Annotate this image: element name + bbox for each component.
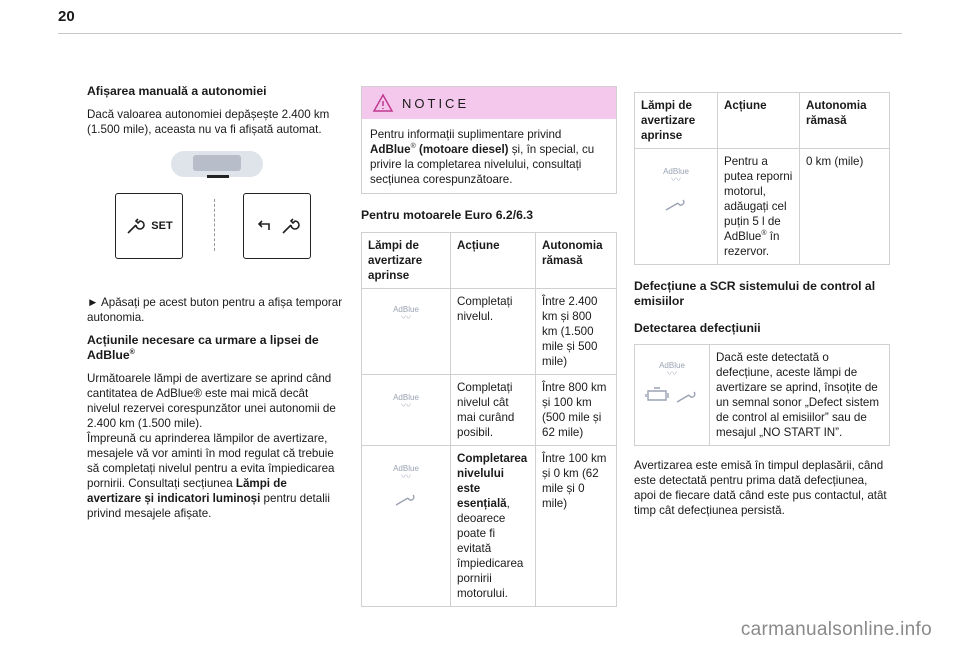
notice-box — [361, 86, 617, 194]
set-label: SET — [151, 219, 173, 232]
table-header-row — [362, 233, 617, 289]
watermark: carmanualsonline.info — [740, 619, 932, 640]
lamp-cell: AdBlue 〰 — [635, 345, 710, 446]
euro-table — [361, 232, 617, 607]
table-row — [362, 375, 617, 446]
col-range: Autonomia rămasă — [536, 233, 617, 289]
set-button[interactable] — [115, 193, 183, 259]
action-cell: Completați nivelul cât mai curând posibil. — [451, 375, 536, 446]
col-range: Autonomia rămasă — [800, 93, 890, 149]
table-row — [362, 446, 617, 607]
action-cell: Completarea nivelului este esențială, deoarece poate fi evitată împiedicarea pornirii motorului. — [451, 446, 536, 607]
adblue-flashing-icon: AdBlue — [663, 167, 689, 176]
wrench-icon — [663, 197, 689, 213]
left-column — [87, 84, 343, 529]
para-warning-lamps: Următoarele lămpi de avertizare se aprind când cantitatea de AdBlue® este mai mică decât nivelul rezervei corespunzător unei autonomii de 2.400 km (1.500 mile). — [87, 372, 336, 430]
heading-manual-range: Afișarea manuală a autonomiei — [87, 84, 267, 98]
col-lamps: Lămpi de avertizare aprinse — [362, 233, 451, 289]
adblue-icon: AdBlue — [393, 305, 419, 314]
wrench-icon — [393, 492, 419, 508]
page-number: 20 — [58, 8, 75, 25]
start-table — [634, 92, 890, 265]
wrench-icon — [280, 216, 300, 236]
middle-column — [361, 86, 617, 607]
table-row — [362, 289, 617, 375]
warning-triangle-icon — [372, 93, 394, 113]
separator-dashes — [214, 199, 215, 251]
range-cell: Între 800 km și 100 km (500 mile și 62 mile) — [536, 375, 617, 446]
col-lamps: Lămpi de avertizare aprinse — [635, 93, 718, 149]
lamp-cell: AdBlue 〰 — [635, 149, 718, 265]
control-illustration — [87, 145, 343, 283]
notice-text: Pentru informații suplimentare privind AdBlue® (motoare diesel) și, în special, cu privire la completarea nivelului, consultați secțiunea corespunzătoare. — [370, 128, 595, 186]
wrench-icon — [674, 389, 700, 405]
adblue-flashing-icon: AdBlue — [393, 393, 419, 402]
notice-title: NOTICE — [402, 95, 470, 111]
action-cell: Pentru a putea reporni motorul, adăugați cel puțin 5 l de AdBlue® în rezervor. — [718, 149, 800, 265]
right-column — [634, 92, 890, 526]
range-cell: Între 2.400 km și 800 km (1.500 mile și 500 mile) — [536, 289, 617, 375]
dashboard-display-icon — [167, 145, 267, 185]
heading-adblue-actions: Acțiunile necesare ca urmare a lipsei de AdBlue® — [87, 333, 319, 362]
final-paragraph: Avertizarea este emisă în timpul deplasării, când este detectată pentru prima dată defecțiunea, apoi de fiecare dată când este pus contactul, atât timp cât defecțiunea persistă. — [634, 459, 887, 517]
adblue-flashing-icon: AdBlue — [393, 464, 419, 473]
lamp-cell: AdBlue 〰 — [362, 289, 451, 375]
instruction-press-button: ► Apăsați pe acest buton pentru a afișa temporar autonomia. — [87, 296, 343, 324]
heading-euro: Pentru motoarele Euro 6.2/6.3 — [361, 208, 534, 222]
heading-scr-fault: Defecțiune a SCR sistemului de control al emisiilor — [634, 279, 876, 308]
para-range-auto: Dacă valoarea autonomiei depășește 2.400 km (1.500 mile), aceasta nu va fi afișată automat. — [87, 108, 330, 136]
engine-icon — [644, 385, 672, 405]
adblue-icon: AdBlue — [659, 361, 685, 370]
col-action: Acțiune — [451, 233, 536, 289]
range-cell: Între 100 km și 0 km (62 mile și 0 mile) — [536, 446, 617, 607]
return-arrow-icon — [254, 216, 274, 236]
lamp-cell: AdBlue 〰 — [362, 446, 451, 607]
table-header-row — [635, 93, 890, 149]
lamp-cell: AdBlue 〰 — [362, 375, 451, 446]
wrench-icon — [125, 216, 145, 236]
range-cell: 0 km (mile) — [800, 149, 890, 265]
notice-header — [362, 87, 616, 119]
table-row — [635, 149, 890, 265]
col-action: Acțiune — [718, 93, 800, 149]
para-reminder: Împreună cu aprinderea lămpilor de avertizare, mesajele vă vor aminti în mod regulat că trebuie să completați nivelul pentru a evita împiedicarea pornirii. Consultați secțiunea Lămpi de avertizare și indicatori luminoși pentru detalii privind mesajele afișate. — [87, 432, 335, 520]
back-button[interactable] — [243, 193, 311, 259]
top-rule — [58, 33, 902, 34]
action-cell: Completați nivelul. — [451, 289, 536, 375]
detect-table — [634, 344, 890, 446]
heading-fault-detection: Detectarea defecțiunii — [634, 321, 761, 335]
detect-description: Dacă este detectată o defecțiune, aceste lămpi de avertizare se aprind, însoțite de un semnal sonor „Defect sistem de control al emisiilor” sau de mesajul „NO START IN”. — [710, 345, 890, 446]
table-row — [635, 345, 890, 446]
